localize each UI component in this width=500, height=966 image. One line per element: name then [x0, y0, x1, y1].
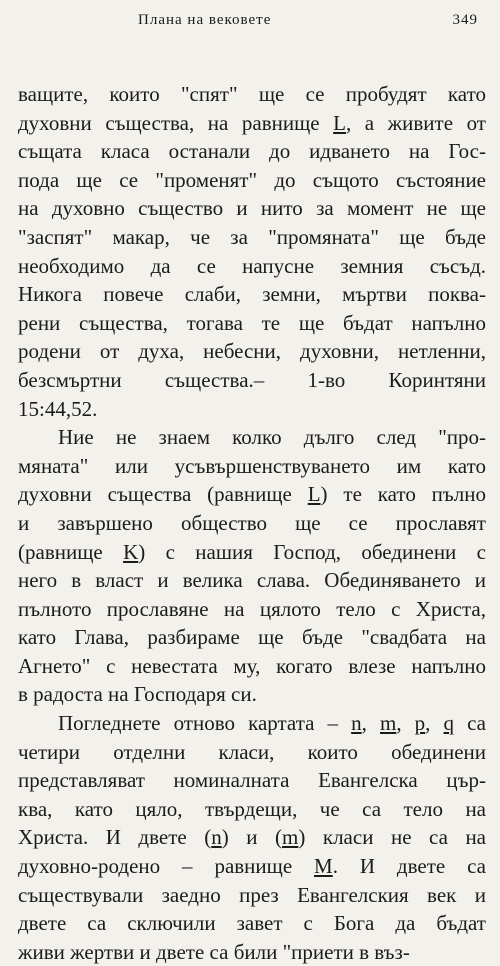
- text-run: Погледнете отново картата –: [58, 711, 352, 736]
- underlined-level-label: L: [333, 110, 346, 135]
- text-run: необходимо да се напусне земния съсъд.: [18, 253, 486, 278]
- text-line: [18, 223, 486, 252]
- text-run: Христа. И двете (: [18, 825, 212, 850]
- text-line: [18, 881, 486, 910]
- text-run: ,: [396, 711, 415, 736]
- running-header: [20, 12, 478, 38]
- text-line: [18, 337, 486, 366]
- underlined-level-label: n: [211, 825, 222, 850]
- text-run: Никога повече слаби, земни, мъртви поква-: [18, 282, 486, 307]
- text-run: , а живите от: [345, 110, 486, 135]
- text-run: ,: [361, 711, 380, 736]
- text-run: духовни същества (равнище: [18, 482, 308, 507]
- text-run: същата класа останали до идването на Гос-: [18, 139, 486, 164]
- text-run: духовни същества, на равнище: [18, 110, 334, 135]
- text-run: четири отделни класи, които обединени: [18, 739, 486, 764]
- text-run: ква, като цяло, твърдещи, че са тело на: [18, 796, 486, 821]
- text-run: и завършено общество ще се прославят: [18, 510, 486, 535]
- text-line: [18, 280, 486, 309]
- text-line: [18, 623, 486, 652]
- text-run: "заспят" макар, че за "промяната" ще бъде: [18, 224, 486, 249]
- text-run: ) класи не са на: [298, 825, 487, 850]
- text-line: [18, 909, 486, 938]
- text-run: пълното прославяне на цялото тело с Христа,: [18, 596, 486, 621]
- text-line: [18, 252, 486, 281]
- text-run: пода ще се "променят" до същото състояние: [18, 167, 486, 192]
- underlined-level-label: p: [414, 711, 426, 736]
- text-run: представляват номиналната Евангелска цър-: [18, 768, 486, 793]
- text-line: [18, 366, 486, 395]
- text-line: [18, 166, 486, 195]
- paragraph: [18, 80, 486, 423]
- page-number: 349: [452, 12, 478, 28]
- underlined-level-label: q: [443, 711, 455, 736]
- text-line: [18, 823, 486, 852]
- text-line: [18, 480, 486, 509]
- text-run: ) и (: [221, 825, 283, 850]
- text-run: рени същества, тогава те ще бъдат напълно: [18, 310, 486, 335]
- paragraph: [18, 709, 486, 966]
- text-line: [18, 395, 486, 424]
- text-line: [18, 109, 486, 138]
- paragraph: [18, 423, 486, 709]
- text-line: [18, 709, 486, 738]
- underlined-level-label: L: [307, 482, 321, 507]
- text-run: духовно-родено – равнище: [18, 854, 315, 879]
- running-title: Плана на вековете: [138, 12, 272, 28]
- text-run: ) те като пълно: [320, 482, 486, 507]
- text-line: [18, 852, 486, 881]
- text-run: Ние не знаем колко дълго след "про-: [58, 425, 486, 450]
- body-text: [18, 80, 486, 966]
- text-run: на духовно същество и нито за момент не ще: [18, 196, 486, 221]
- text-run: ,: [425, 711, 444, 736]
- text-run: съществували заедно през Евангелския век и: [18, 882, 486, 907]
- text-run: родени от духа, небесни, духовни, нетленни,: [18, 339, 486, 364]
- underlined-level-label: K: [123, 539, 139, 564]
- text-line: [18, 452, 486, 481]
- text-line: [18, 137, 486, 166]
- text-line: [18, 680, 486, 709]
- text-line: [18, 938, 486, 966]
- text-run: (равнище: [18, 539, 124, 564]
- text-run: мяната" или усъвършенствуването им като: [18, 453, 486, 478]
- text-line: [18, 423, 486, 452]
- text-line: [18, 738, 486, 767]
- text-line: [18, 595, 486, 624]
- underlined-level-label: M: [314, 854, 333, 879]
- text-line: [18, 309, 486, 338]
- underlined-level-label: m: [282, 825, 299, 850]
- text-line: [18, 80, 486, 109]
- text-line: [18, 194, 486, 223]
- text-line: [18, 566, 486, 595]
- text-run: ) с нашия Господ, обединени с: [138, 539, 486, 564]
- text-run: безсмъртни същества.– 1-во Коринтяни: [18, 367, 486, 392]
- text-line: [18, 652, 486, 681]
- text-line: [18, 538, 486, 567]
- text-run: като Глава, разбираме ще бъде "свадбата на: [18, 625, 486, 650]
- text-run: Агнето" с невестата му, когато влезе напълно: [18, 653, 486, 678]
- text-run: са: [454, 711, 487, 736]
- text-run: него в власт и велика слава. Обединяването и: [18, 568, 486, 593]
- text-line: [18, 766, 486, 795]
- text-run: живи жертви и двете са били "приети в въз-: [18, 939, 410, 964]
- text-run: . И двете са: [332, 854, 487, 879]
- underlined-level-label: m: [379, 711, 397, 736]
- text-run: 15:44,52.: [18, 396, 98, 421]
- text-line: [18, 509, 486, 538]
- text-run: двете са сключили завет с Бога да бъдат: [18, 911, 486, 936]
- text-run: ващите, които "спят" ще се пробудят като: [18, 82, 486, 106]
- underlined-level-label: n: [351, 711, 362, 736]
- text-line: [18, 795, 486, 824]
- text-run: в радоста на Господаря си.: [18, 682, 257, 707]
